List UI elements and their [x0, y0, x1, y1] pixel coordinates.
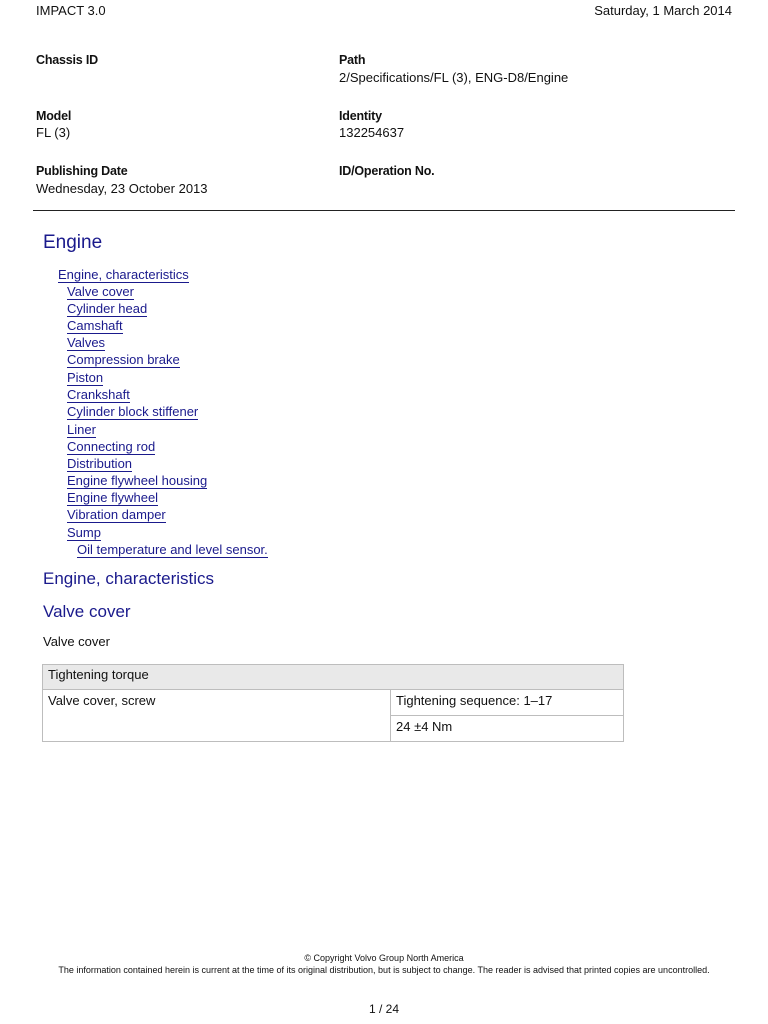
toc-link-oil-temperature-sensor[interactable]: Oil temperature and level sensor.	[77, 542, 268, 557]
toc-link-sump[interactable]: Sump	[67, 525, 101, 540]
toc-link-liner[interactable]: Liner	[67, 422, 96, 437]
toc-link-engine-characteristics[interactable]: Engine, characteristics	[58, 267, 189, 282]
table-header-cell: Tightening torque	[43, 665, 624, 690]
toc-link-cylinder-head[interactable]: Cylinder head	[67, 301, 148, 316]
section-heading-valve-cover: Valve cover	[43, 602, 131, 621]
toc-link-piston[interactable]: Piston	[67, 370, 104, 385]
section-paragraph: Valve cover	[43, 634, 110, 649]
identity-value: 132254637	[339, 125, 405, 140]
model-label: Model	[36, 109, 72, 123]
toc-link-connecting-rod[interactable]: Connecting rod	[67, 439, 156, 454]
operation-no-label: ID/Operation No.	[339, 164, 435, 178]
toc-link-distribution[interactable]: Distribution	[67, 456, 133, 471]
table-cell-torque: 24 ±4 Nm	[391, 716, 624, 742]
table-header-row	[43, 665, 624, 690]
toc-link-vibration-damper[interactable]: Vibration damper	[67, 507, 166, 522]
identity-label: Identity	[339, 109, 382, 123]
page-number: 1 / 24	[368, 1002, 400, 1016]
toc-link-camshaft[interactable]: Camshaft	[67, 318, 123, 333]
print-date: Saturday, 1 March 2014	[594, 3, 732, 18]
toc-link-crankshaft[interactable]: Crankshaft	[67, 387, 130, 402]
path-label: Path	[339, 53, 366, 67]
footer-disclaimer: The information contained herein is current at the time of its original distribution, but is subject to change. The reader is advised that printed copies are uncontrolled.	[58, 965, 710, 975]
table-row	[43, 690, 624, 716]
model-value: FL (3)	[36, 125, 71, 140]
table-cell-sequence: Tightening sequence: 1–17	[391, 690, 624, 716]
toc-link-valve-cover[interactable]: Valve cover	[67, 284, 134, 299]
chassis-id-label: Chassis ID	[36, 53, 98, 67]
toc-link-engine-flywheel[interactable]: Engine flywheel	[67, 490, 159, 505]
toc-link-cylinder-block-stiffener[interactable]: Cylinder block stiffener	[67, 404, 199, 419]
publishing-date-value: Wednesday, 23 October 2013	[36, 181, 208, 196]
footer-copyright: © Copyright Volvo Group North America	[304, 953, 464, 963]
toc-link-engine-flywheel-housing[interactable]: Engine flywheel housing	[67, 473, 208, 488]
toc-link-valves[interactable]: Valves	[67, 335, 106, 350]
table-cell-item: Valve cover, screw	[43, 690, 391, 742]
section-heading-characteristics: Engine, characteristics	[43, 569, 215, 588]
page-title: Engine	[43, 232, 103, 253]
header-divider	[33, 210, 735, 211]
path-value: 2/Specifications/FL (3), ENG-D8/Engine	[339, 70, 569, 85]
publishing-date-label: Publishing Date	[36, 164, 128, 178]
torque-table	[42, 664, 624, 742]
toc-link-compression-brake[interactable]: Compression brake	[67, 352, 180, 367]
app-title: IMPACT 3.0	[36, 3, 106, 18]
